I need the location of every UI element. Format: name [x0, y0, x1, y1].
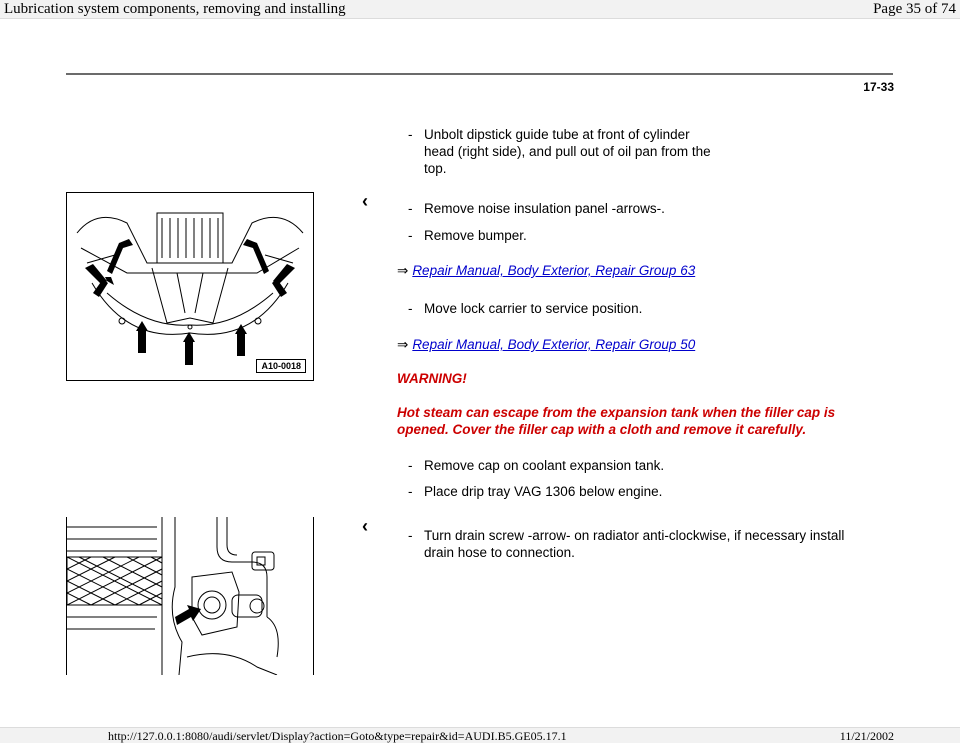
step-bumper-text: Remove bumper.	[424, 228, 527, 243]
page-header	[0, 0, 960, 19]
figure-code: A10-0018	[256, 359, 306, 373]
top-rule	[66, 73, 893, 75]
document-title: Lubrication system components, removing and installing	[4, 1, 346, 17]
figure-underbody-panel	[66, 192, 314, 381]
link-repair-group-63[interactable]: Repair Manual, Body Exterior, Repair Group 63	[412, 263, 696, 278]
figure-radiator-drain	[66, 517, 314, 675]
page-counter: Page 35 of 74	[873, 1, 956, 17]
footer-url: http://127.0.0.1:8080/audi/servlet/Display?action=Goto&type=repair&id=AUDI.B5.GE05.17.1	[108, 729, 567, 743]
warning-line-1: Hot steam can escape from the expansion tank when the filler cap is	[397, 405, 836, 420]
ref-repair-group-63	[397, 263, 695, 279]
arrow-right-icon: ⇒	[397, 337, 409, 352]
ref-repair-group-50	[397, 337, 695, 353]
step-lock-carrier-text: Move lock carrier to service position.	[424, 301, 643, 316]
warning-body	[397, 404, 897, 438]
page-number: 17-33	[863, 80, 894, 94]
step-dipstick-line-1: Unbolt dipstick guide tube at front of cylinder	[424, 127, 690, 142]
figure-pointer-icon: ‹	[362, 516, 368, 536]
warning-line-2: opened. Cover the filler cap with a cloth and remove it carefully.	[397, 422, 807, 437]
arrow-right-icon: ⇒	[397, 263, 409, 278]
step-coolant-cap-text: Remove cap on coolant expansion tank.	[424, 458, 665, 473]
step-drain-screw-line-2: drain hose to connection.	[424, 545, 575, 560]
warning-heading: WARNING!	[397, 371, 467, 386]
link-repair-group-50[interactable]: Repair Manual, Body Exterior, Repair Group 50	[412, 337, 696, 352]
page-footer	[0, 727, 960, 743]
step-dipstick-line-2: head (right side), and pull out of oil pan from the	[424, 144, 711, 159]
step-drain-screw-line-1: Turn drain screw -arrow- on radiator anti-clockwise, if necessary install	[424, 528, 845, 543]
step-noise-panel-text: Remove noise insulation panel -arrows-.	[424, 201, 665, 216]
figure-pointer-icon: ‹	[362, 191, 368, 211]
step-drip-tray-text: Place drip tray VAG 1306 below engine.	[424, 484, 663, 499]
step-dipstick-line-3: top.	[424, 161, 447, 176]
footer-date: 11/21/2002	[839, 729, 894, 743]
